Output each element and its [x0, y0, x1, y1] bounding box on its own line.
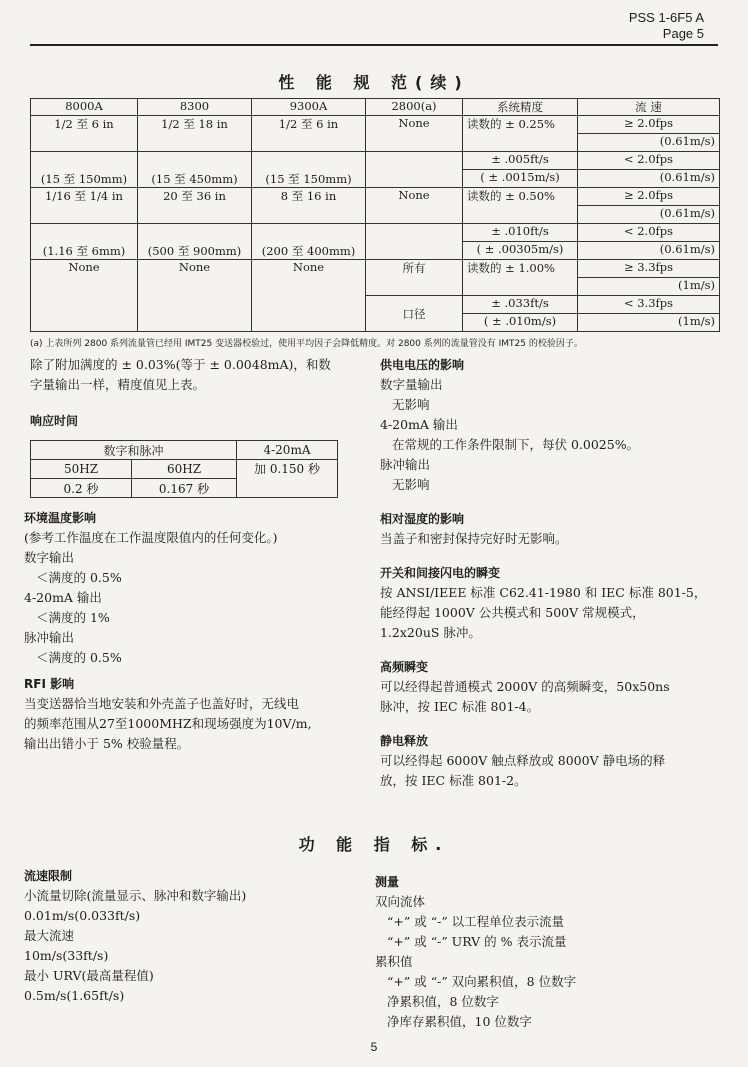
response-time-heading: 响应时间	[30, 414, 79, 428]
table-cell: 0.2 秒	[31, 479, 132, 498]
body-text: 除了附加满度的 ± 0.03%(等于 ± 0.0048mA)，和数	[30, 357, 331, 372]
ambient-heading: 环境温度影响	[24, 511, 97, 525]
body-text: 双向流体	[375, 894, 426, 909]
body-text: 小流量切除(流量显示、脉冲和数字输出)	[24, 888, 247, 903]
body-text: 最小 URV(最高量程值)	[24, 968, 154, 983]
body-text: 0.5m/s(1.65ft/s)	[24, 988, 125, 1003]
table-cell: (0.61m/s)	[578, 242, 720, 260]
body-text: 数字输出	[24, 550, 75, 565]
body-text: 可以经得起普通模式 2000V 的高频瞬变，50x50ns	[380, 679, 670, 694]
col-header: 9300A	[252, 99, 366, 116]
right-column-functional	[375, 872, 725, 1032]
page-number: 5	[370, 1040, 378, 1054]
body-text: ＜满度的 1%	[36, 610, 110, 625]
body-text: “+” 或 “-” 双向累积值，8 位数字	[387, 974, 577, 989]
body-text: 按 ANSI/IEEE 标准 C62.41-1980 和 IEC 标准 801-5，	[380, 585, 707, 600]
body-text: 10m/s(33ft/s)	[24, 948, 109, 963]
body-text: (参考工作温度在工作温度限值内的任何变化。)	[24, 530, 278, 545]
col-header: 8000A	[31, 99, 138, 116]
table-cell	[366, 152, 463, 188]
supply-heading: 供电电压的影响	[380, 358, 465, 372]
body-text: 脉冲输出	[24, 630, 75, 645]
left-column-upper	[30, 355, 360, 431]
body-text: 1.2x20uS 脉冲。	[380, 625, 481, 640]
table-cell: 1/16 至 1/4 in	[31, 188, 138, 224]
body-text: 净库存累积值，10 位数字	[387, 1014, 532, 1029]
body-text: 累积值	[375, 954, 413, 969]
body-text: 当变送器恰当地安装和外壳盖子也盖好时，无线电	[24, 696, 300, 711]
section-title-performance: 性 能 规 范(续)	[278, 73, 470, 92]
table-cell: ( ± .010m/s)	[463, 314, 578, 332]
table-cell: (500 至 900mm)	[138, 224, 252, 260]
body-text: 放，按 IEC 标准 801-2。	[380, 773, 527, 788]
table-cell: (15 至 150mm)	[252, 152, 366, 188]
esd-heading: 静电释放	[380, 734, 429, 748]
table-cell: ± .033ft/s	[463, 296, 578, 314]
section-title-functional: 功 能 指 标.	[298, 835, 450, 854]
table-cell	[366, 224, 463, 260]
table-row	[31, 224, 720, 242]
rfi-heading: RFI 影响	[24, 677, 75, 691]
table-cell: (0.61m/s)	[578, 206, 720, 224]
body-text: 净累积值，8 位数字	[387, 994, 499, 1009]
table-row	[31, 460, 338, 479]
body-text: ＜满度的 0.5%	[36, 650, 122, 665]
table-cell: 20 至 36 in	[138, 188, 252, 224]
table-cell: ( ± .0015m/s)	[463, 170, 578, 188]
body-text: “+” 或 “-” URV 的 % 表示流量	[387, 934, 567, 949]
table-row	[31, 441, 338, 460]
body-text: 0.01m/s(0.033ft/s)	[24, 908, 141, 923]
table-cell: < 3.3fps	[578, 296, 720, 314]
response-time-table	[30, 440, 338, 498]
col-header: 2800(a)	[366, 99, 463, 116]
col-header: 系统精度	[463, 99, 578, 116]
col-header: 流 速	[578, 99, 720, 116]
body-text: 无影响	[392, 477, 430, 492]
body-text: 数字量输出	[380, 377, 443, 392]
left-column-lower	[24, 508, 364, 754]
table-cell: None	[252, 260, 366, 332]
table-cell: (0.61m/s)	[578, 170, 720, 188]
table-cell: ± .010ft/s	[463, 224, 578, 242]
table-cell: 8 至 16 in	[252, 188, 366, 224]
table-footnote: (a) 上表所列 2800 系列流量管已经用 IMT25 变送器校验过，使用平均因子会降低精度。对 2800 系列的流量管没有 IMT25 的校验因子。	[30, 339, 583, 349]
table-row	[31, 152, 720, 170]
table-cell: None	[366, 188, 463, 224]
body-text: 脉冲，按 IEC 标准 801-4。	[380, 699, 540, 714]
body-text: 输出出错小于 5% 校验量程。	[24, 736, 190, 751]
table-cell: (15 至 150mm)	[31, 152, 138, 188]
table-cell: ( ± .00305m/s)	[463, 242, 578, 260]
table-cell: < 2.0fps	[578, 152, 720, 170]
right-column	[380, 355, 725, 791]
table-cell: ≥ 2.0fps	[578, 188, 720, 206]
measure-heading: 测量	[375, 875, 400, 889]
page-label: Page 5	[662, 26, 704, 41]
table-cell: None	[138, 260, 252, 332]
table-cell: 1/2 至 6 in	[252, 116, 366, 152]
table-cell: ≥ 3.3fps	[578, 260, 720, 278]
body-text: 字量输出一样，精度值见上表。	[30, 377, 206, 392]
table-row	[31, 260, 720, 278]
table-cell: (0.61m/s)	[578, 134, 720, 152]
table-row	[31, 116, 720, 134]
body-text: “+” 或 “-” 以工程单位表示流量	[387, 914, 565, 929]
body-text: 的频率范围从27至1000MHZ和现场强度为10V/m,	[24, 716, 312, 731]
table-cell: ≥ 2.0fps	[578, 116, 720, 134]
table-cell: None	[31, 260, 138, 332]
flow-limit-heading: 流速限制	[24, 869, 73, 883]
table-header-row	[31, 99, 720, 116]
table-cell: 加 0.150 秒	[237, 460, 338, 498]
table-cell: ± .005ft/s	[463, 152, 578, 170]
body-text: ＜满度的 0.5%	[36, 570, 122, 585]
table-cell: 1/2 至 6 in	[31, 116, 138, 152]
table-cell: 1/2 至 18 in	[138, 116, 252, 152]
table-cell: 0.167 秒	[132, 479, 237, 498]
table-cell: 数字和脉冲	[31, 441, 237, 460]
body-text: 可以经得起 6000V 触点释放或 8000V 静电场的释	[380, 753, 666, 768]
table-cell: (1m/s)	[578, 278, 720, 296]
table-cell: (200 至 400mm)	[252, 224, 366, 260]
body-text: 当盖子和密封保持完好时无影响。	[380, 531, 568, 546]
table-cell: (1m/s)	[578, 314, 720, 332]
header-rule	[30, 44, 718, 46]
table-cell: 4-20mA	[237, 441, 338, 460]
body-text: 最大流速	[24, 928, 75, 943]
table-cell: < 2.0fps	[578, 224, 720, 242]
body-text: 4-20mA 输出	[380, 417, 458, 432]
document-id: PSS 1-6F5 A	[628, 10, 704, 25]
hf-heading: 高频瞬变	[380, 660, 429, 674]
body-text: 脉冲输出	[380, 457, 431, 472]
table-cell: 读数的 ± 1.00%	[463, 260, 578, 296]
table-row	[31, 188, 720, 206]
table-cell: 所有	[366, 260, 463, 296]
page-header	[629, 10, 704, 42]
table-cell: 读数的 ± 0.25%	[463, 116, 578, 152]
body-text: 无影响	[392, 397, 430, 412]
table-cell: (1.16 至 6mm)	[31, 224, 138, 260]
humidity-heading: 相对湿度的影响	[380, 512, 465, 526]
col-header: 8300	[138, 99, 252, 116]
table-cell: 读数的 ± 0.50%	[463, 188, 578, 224]
table-cell: (15 至 450mm)	[138, 152, 252, 188]
table-cell: None	[366, 116, 463, 152]
body-text: 4-20mA 输出	[24, 590, 102, 605]
body-text: 在常规的工作条件限制下，每伏 0.0025%。	[392, 437, 640, 452]
body-text: 能经得起 1000V 公共模式和 500V 常规模式，	[380, 605, 645, 620]
left-column-functional	[24, 866, 364, 1006]
spec-table	[30, 98, 720, 332]
table-cell: 口径	[366, 296, 463, 332]
table-cell: 50HZ	[31, 460, 132, 479]
table-cell: 60HZ	[132, 460, 237, 479]
surge-heading: 开关和间接闪电的瞬变	[380, 566, 501, 580]
